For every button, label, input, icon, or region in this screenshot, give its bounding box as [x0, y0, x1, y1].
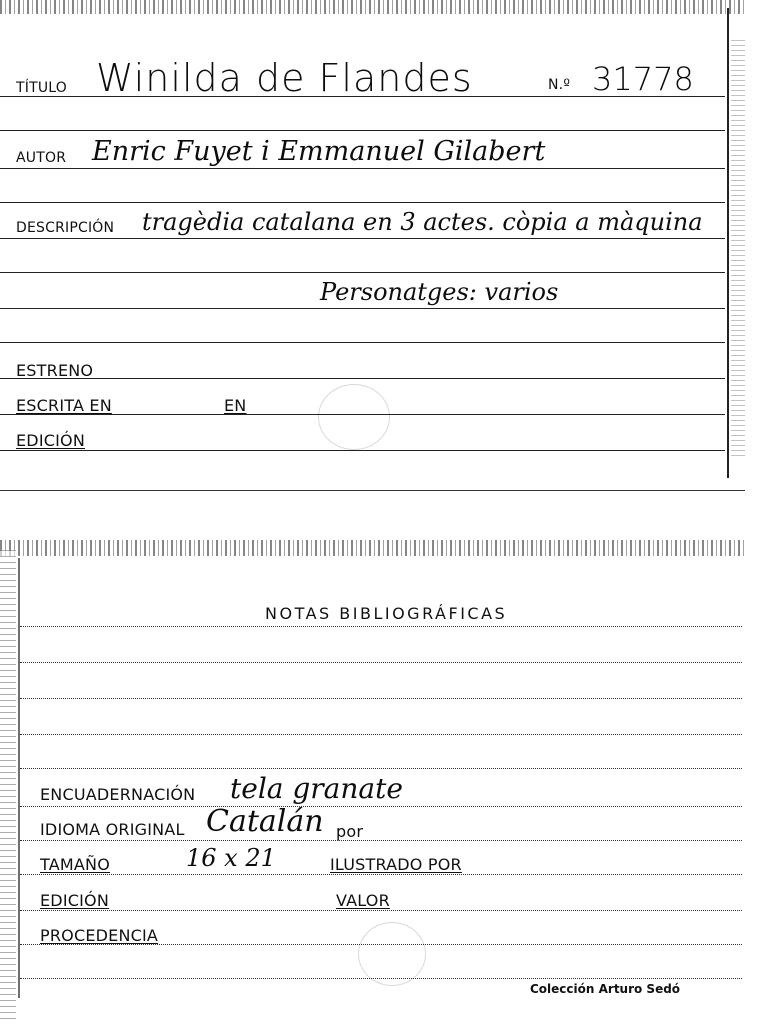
card-top-edge: [0, 0, 745, 14]
titulo-label: TÍTULO: [16, 80, 67, 96]
estreno-label: ESTRENO: [16, 361, 94, 380]
dotted-line: [20, 662, 742, 663]
card-right-edge: [731, 40, 745, 460]
edicion-label-bottom: EDICIÓN: [40, 891, 110, 910]
descripcion-label: DESCRIPCIÓN: [16, 220, 115, 236]
descripcion-value: tragèdia catalana en 3 actes. còpia a màquina: [142, 208, 703, 236]
ruled-line: [0, 342, 725, 343]
notas-heading: NOTAS BIBLIOGRÁFICAS: [265, 604, 508, 623]
valor-label: VALOR: [336, 891, 390, 910]
edicion-label-top: EDICIÓN: [16, 431, 86, 450]
idioma-value: Catalán: [206, 804, 324, 839]
card-right-border: [727, 8, 729, 478]
titulo-value: Winilda de Flandes: [96, 56, 473, 100]
dotted-line: [20, 768, 742, 769]
ruled-line: [0, 308, 725, 309]
autor-rule: [0, 168, 725, 169]
dotted-line: [20, 734, 742, 735]
ruled-line: [0, 272, 725, 273]
descripcion-value-2: Personatges: varios: [320, 278, 559, 306]
estreno-rule: [0, 378, 725, 379]
numero-label: N.º: [548, 77, 571, 93]
ruled-line: [0, 202, 725, 203]
tamano-value: 16 x 21: [186, 844, 276, 872]
autor-value: Enric Fuyet i Emmanuel Gilabert: [92, 136, 546, 167]
edicion-rule-bottom: [20, 910, 742, 911]
escrita-en-label: ESCRITA EN: [16, 396, 112, 415]
ilustrado-label: ILUSTRADO POR: [330, 855, 462, 874]
encuadernacion-rule: [20, 806, 742, 807]
por-label: por: [336, 822, 364, 841]
collection-footer: Colección Arturo Sedó: [530, 982, 681, 996]
card-left-border: [18, 558, 20, 998]
tamano-label: TAMAÑO: [40, 855, 110, 874]
paper-stain: [358, 922, 426, 986]
en-label: EN: [224, 396, 247, 415]
card-top-edge: [0, 540, 745, 556]
encuadernacion-value: tela granate: [230, 772, 403, 805]
edicion-rule: [0, 450, 725, 451]
dotted-line: [20, 626, 742, 627]
card-left-edge: [0, 550, 16, 1020]
numero-value: 31778: [592, 60, 694, 98]
idioma-label: IDIOMA ORIGINAL: [40, 820, 185, 839]
procedencia-label: PROCEDENCIA: [40, 926, 159, 945]
paper-stain: [318, 384, 390, 450]
titulo-rule: [0, 96, 725, 97]
descripcion-rule: [0, 238, 725, 239]
encuadernacion-label: ENCUADERNACIÓN: [40, 785, 196, 804]
ruled-line: [0, 130, 725, 131]
catalog-card-top: [0, 0, 745, 492]
tamano-rule: [20, 874, 742, 875]
card-bottom-edge: [0, 490, 745, 491]
dotted-line: [20, 698, 742, 699]
idioma-rule: [20, 840, 742, 841]
autor-label: AUTOR: [16, 150, 67, 166]
catalog-card-bottom: [0, 540, 745, 1028]
